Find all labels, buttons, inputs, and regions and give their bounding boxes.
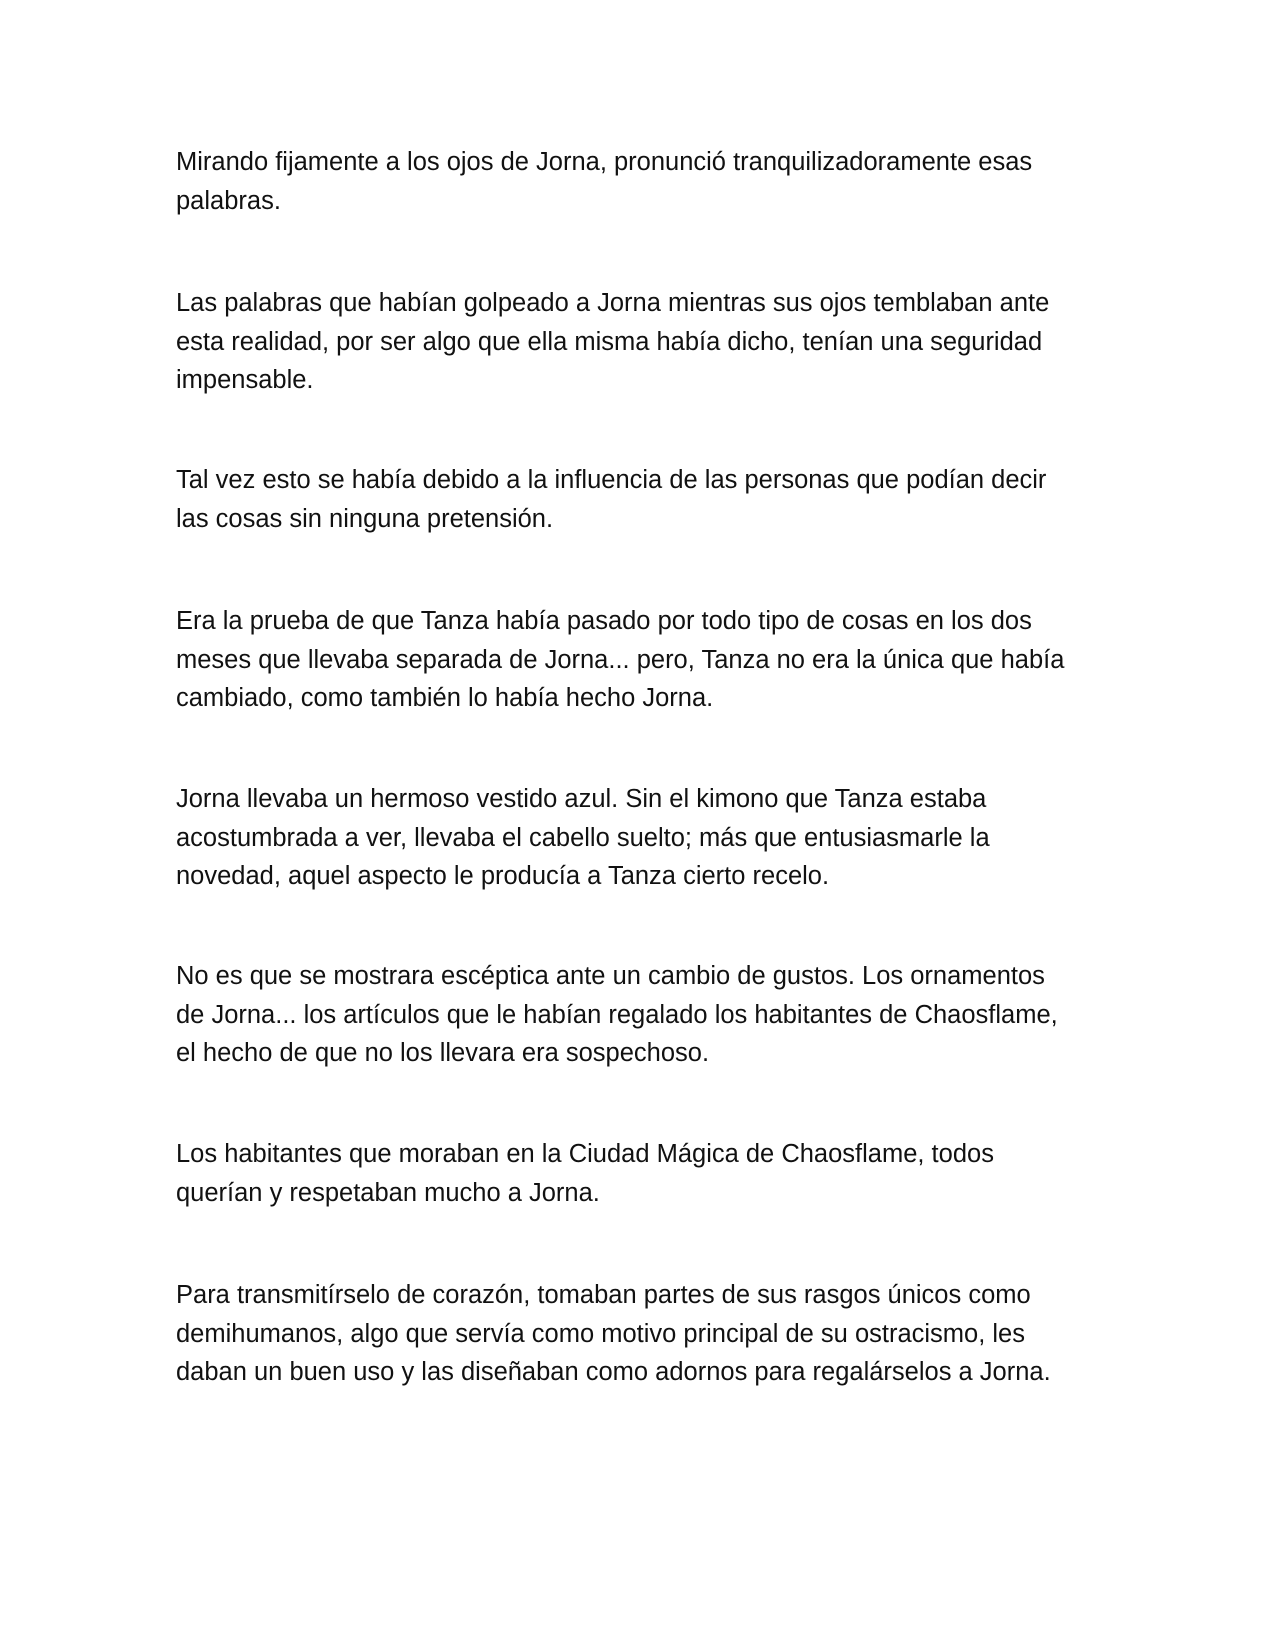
paragraph-line: cambiado, como también lo había hecho Jorna. [176, 684, 714, 712]
paragraph-line: No es que se mostrara escéptica ante un cambio de gustos. Los ornamentos [176, 962, 1045, 990]
paragraph-line: Era la prueba de que Tanza había pasado por todo tipo de cosas en los dos [176, 607, 1032, 635]
paragraph-line: Para transmitírselo de corazón, tomaban partes de sus rasgos únicos como [176, 1281, 1031, 1309]
paragraph-line: esta realidad, por ser algo que ella misma había dicho, tenían una seguridad [176, 327, 1043, 356]
paragraph-5 [176, 780, 1106, 896]
paragraph-1 [176, 143, 1106, 220]
paragraph-line: Mirando fijamente a los ojos de Jorna, pronunció tranquilizadoramente esas [176, 148, 1033, 176]
paragraph-line: meses que llevaba separada de Jorna... pero, Tanza no era la única que había [176, 645, 1065, 674]
paragraph-line: Tal vez esto se había debido a la influencia de las personas que podían decir [176, 466, 1047, 494]
paragraph-line: impensable. [176, 366, 314, 394]
paragraph-line: acostumbrada a ver, llevaba el cabello suelto; más que entusiasmarle la [176, 823, 990, 852]
paragraph-2 [176, 284, 1106, 400]
paragraph-line: Los habitantes que moraban en la Ciudad Mágica de Chaosflame, todos [176, 1140, 994, 1168]
paragraph-line: daban un buen uso y las diseñaban como adornos para regalárselos a Jorna. [176, 1358, 1051, 1386]
paragraph-3 [176, 461, 1106, 538]
paragraph-line: el hecho de que no los llevara era sospechoso. [176, 1039, 710, 1067]
paragraph-line: demihumanos, algo que servía como motivo principal de su ostracismo, les [176, 1319, 1025, 1348]
paragraph-8 [176, 1276, 1106, 1392]
paragraph-line: querían y respetaban mucho a Jorna. [176, 1178, 600, 1207]
paragraph-line: novedad, aquel aspecto le producía a Tanza cierto recelo. [176, 862, 830, 890]
paragraph-line: las cosas sin ninguna pretensión. [176, 504, 554, 533]
paragraph-line: palabras. [176, 186, 281, 215]
paragraph-4 [176, 602, 1106, 718]
paragraph-7 [176, 1135, 1106, 1212]
paragraph-line: de Jorna... los artículos que le habían regalado los habitantes de Chaosflame, [176, 1000, 1058, 1029]
paragraph-6 [176, 957, 1106, 1073]
paragraph-line: Las palabras que habían golpeado a Jorna mientras sus ojos temblaban ante [176, 289, 1050, 317]
paragraph-line: Jorna llevaba un hermoso vestido azul. Sin el kimono que Tanza estaba [176, 785, 987, 813]
